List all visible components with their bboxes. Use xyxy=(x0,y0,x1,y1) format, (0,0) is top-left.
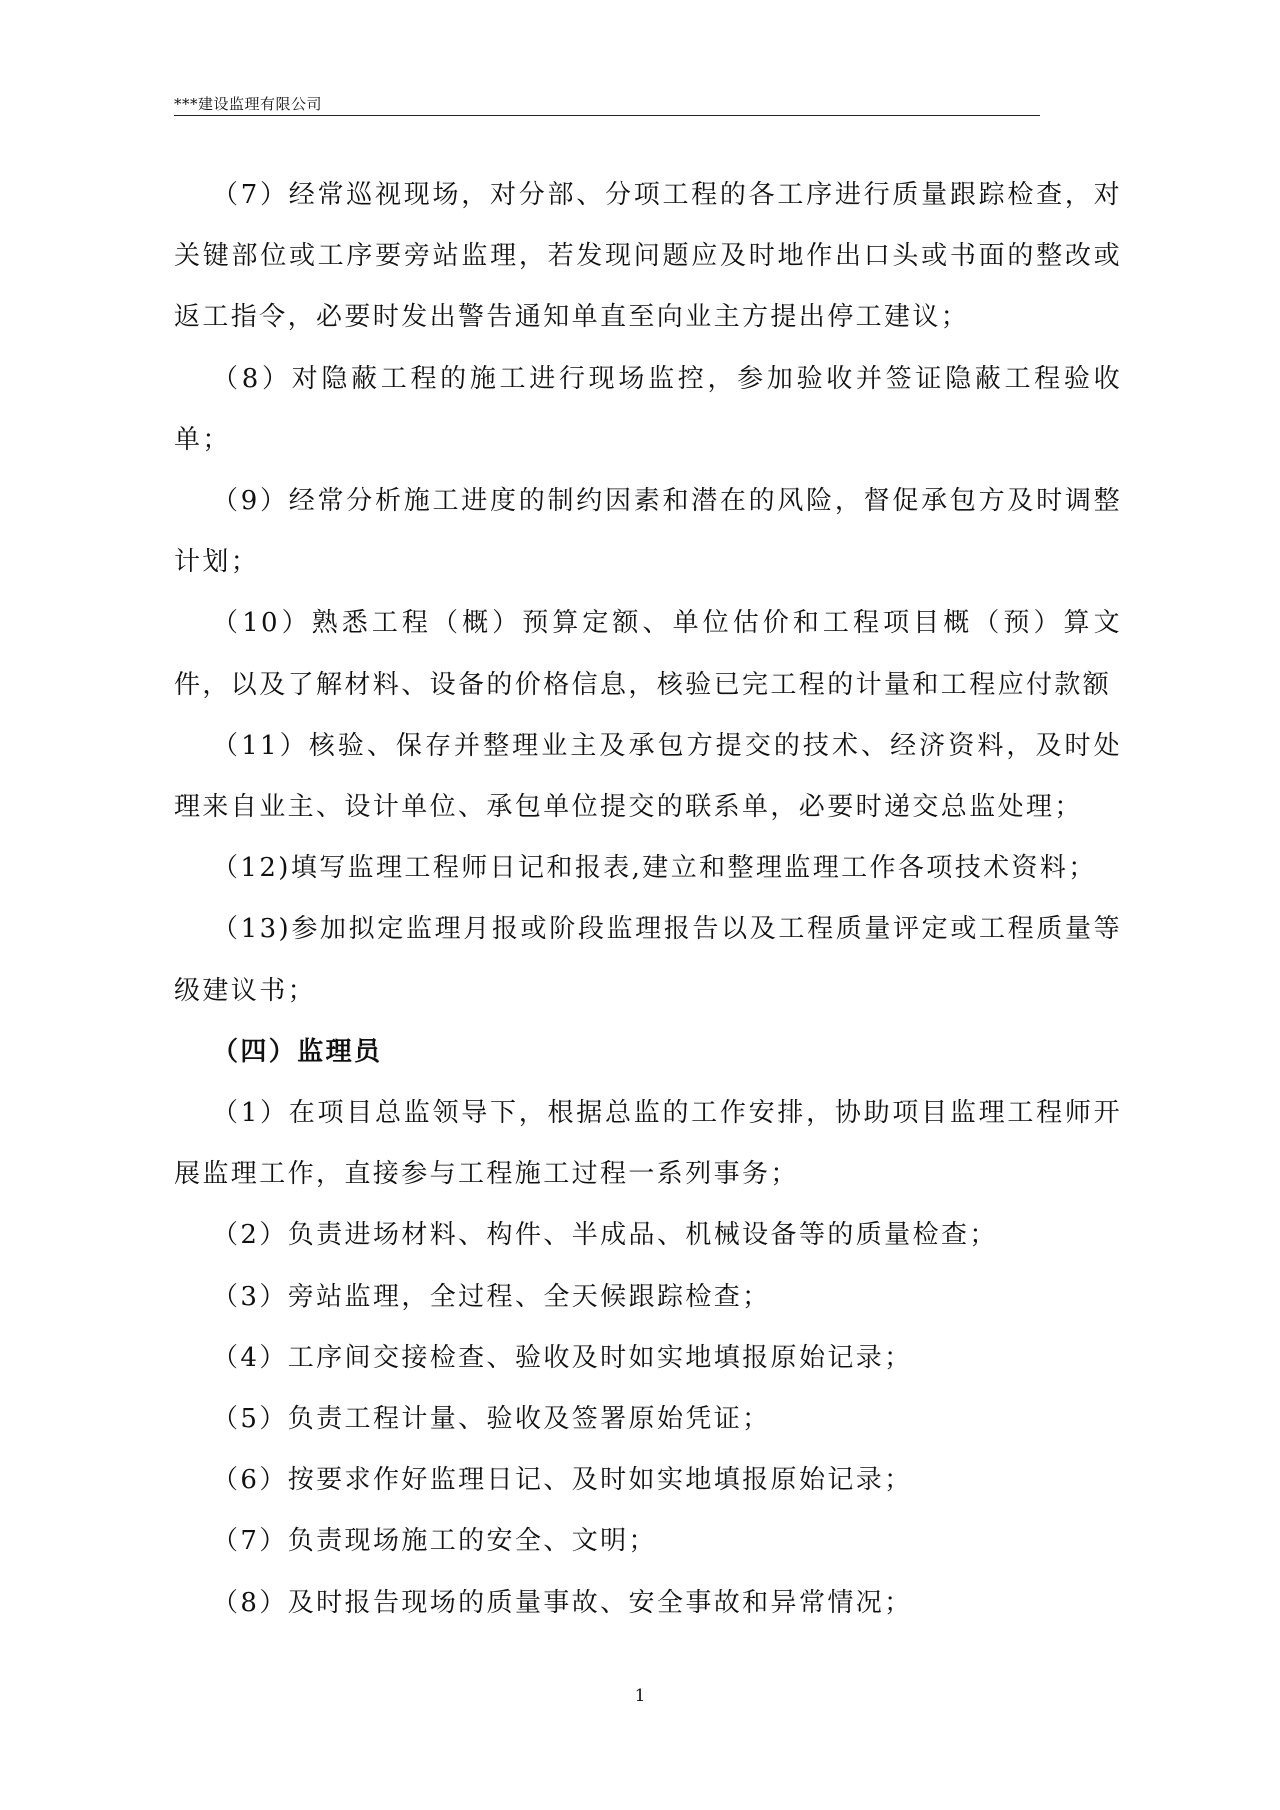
paragraph-item-8: （8）对隐蔽工程的施工进行现场监控，参加验收并签证隐蔽工程验收单； xyxy=(174,363,1122,455)
paragraph-supervisor-4: （4）工序间交接检查、验收及时如实地填报原始记录； xyxy=(212,1342,913,1373)
document-body xyxy=(174,165,1122,1634)
paragraph-supervisor-5: （5）负责工程计量、验收及签署原始凭证； xyxy=(212,1404,771,1435)
paragraph-supervisor-8: （8）及时报告现场的质量事故、安全事故和异常情况； xyxy=(212,1587,913,1618)
page-number: 1 xyxy=(634,1686,646,1706)
section-heading-supervisor: （四）监理员 xyxy=(212,1036,383,1067)
paragraph-item-10: （10）熟悉工程（概）预算定额、单位估价和工程项目概（预）算文件，以及了解材料、设备的价格信息，核验已完工程的计量和工程应付款额 xyxy=(174,608,1122,700)
paragraph-item-12: （12)填写监理工程师日记和报表,建立和整理监理工作各项技术资料； xyxy=(212,853,1097,884)
paragraph-item-9: （9）经常分析施工进度的制约因素和潜在的风险，督促承包方及时调整计划； xyxy=(174,486,1122,578)
paragraph-supervisor-3: （3）旁站监理，全过程、全天候跟踪检查； xyxy=(212,1281,771,1312)
paragraph-item-13: （13)参加拟定监理月报或阶段监理报告以及工程质量评定或工程质量等级建议书； xyxy=(174,914,1122,1006)
header-company-name: ***建设监理有限公司 xyxy=(174,95,323,113)
paragraph-supervisor-7: （7）负责现场施工的安全、文明； xyxy=(212,1526,657,1557)
paragraph-supervisor-6: （6）按要求作好监理日记、及时如实地填报原始记录； xyxy=(212,1465,913,1496)
paragraph-item-7: （7）经常巡视现场，对分部、分项工程的各工序进行质量跟踪检查，对关键部位或工序要旁站监理，若发现问题应及时地作出口头或书面的整改或返工指令，必要时发出警告通知单直至向业主方提出停工建议； xyxy=(174,180,1122,333)
paragraph-item-11: （11）核验、保存并整理业主及承包方提交的技术、经济资料，及时处理来自业主、设计单位、承包单位提交的联系单，必要时递交总监处理； xyxy=(174,730,1122,823)
page-header xyxy=(174,93,1040,116)
paragraph-supervisor-2: （2）负责进场材料、构件、半成品、机械设备等的质量检查； xyxy=(212,1220,998,1251)
paragraph-supervisor-1: （1）在项目总监领导下，根据总监的工作安排，协助项目监理工程师开展监理工作，直接参与工程施工过程一系列事务； xyxy=(174,1098,1122,1190)
